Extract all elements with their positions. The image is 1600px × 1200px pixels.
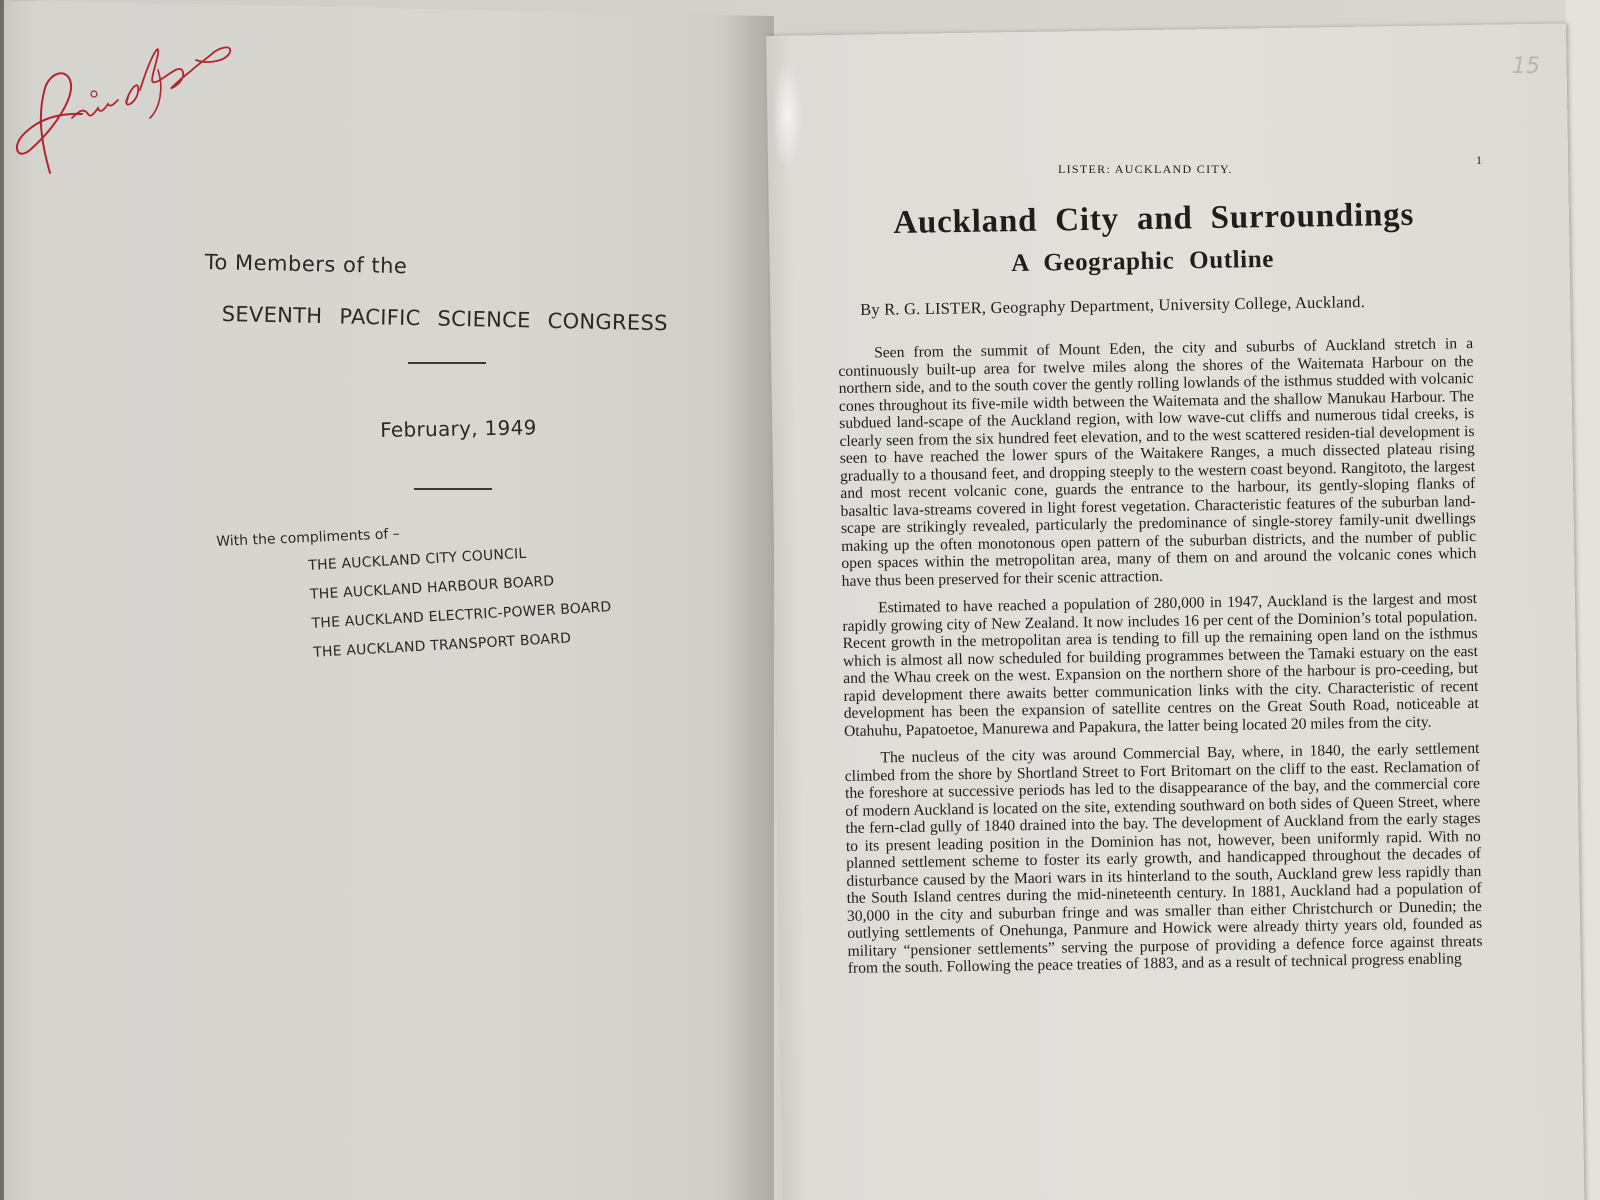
handwritten-signature (10, 18, 240, 178)
sponsor-item: THE AUCKLAND HARBOUR BOARD (309, 573, 555, 603)
divider-rule (408, 362, 486, 364)
page-crease (772, 60, 802, 170)
compliments-line: With the compliments of – (216, 525, 401, 550)
sponsor-item: THE AUCKLAND TRANSPORT BOARD (312, 630, 572, 661)
page-number: 1 (1476, 153, 1482, 167)
article-title: Auckland City and Surroundings (893, 196, 1415, 241)
running-header: LISTER: AUCKLAND CITY. (1058, 162, 1233, 176)
article-subtitle: A Geographic Outline (1011, 245, 1275, 277)
body-paragraph: The nucleus of the city was around Commercial Bay, where, in 1840, the early settlement climbed from the shore by Shortland Street to Fort Britomart on the cliff to the east. Reclamation of the foreshore at successive periods has led to the disappearance of the bay, and the commercial core of modern Auckland is located on the site, extending southward on both sides of Queen Street, where the fern-clad gully of 1840 drained into the bay. The development of Auckland from the early stages to its present leading position in the Dominion has not, however, been uniformly rapid. With no planned settlement scheme to foster its early growth, and handicapped throughout the decades of disturbance caused by the Maori wars in its hinterland to the south, Auckland grew less rapidly than the South Island centres during the mid-nineteenth century. In 1881, Auckland had a population of 30,000 in the city and suburban fringe and was smaller than either Christchurch or Dunedin; the outlying settlements of Onehunga, Panmure and Howick were already thirty years old, founded as military “pensioner settlements” serving the purpose of providing a defence force against threats from the south. Following the peace treaties of 1883, and as a result of technical progress enabling (844, 739, 1483, 977)
author-byline: By R. G. LISTER, Geography Department, University College, Auckland. (860, 292, 1366, 319)
divider-rule (414, 488, 492, 490)
body-paragraph: Estimated to have reached a population of 280,000 in 1947, Auckland is the largest and most rapidly growing city of New Zealand. It now includes 16 per cent of the Dominion’s total population. Recent growth in the metropolitan area is tending to fill up the remaining open land on the isthmus which is almost all now scheduled for building programmes between the Tamaki estuary on the east and the Whau creek on the west. Expansion on the northern shore of the harbour is pro-ceeding, but rapid development there awaits better communication links with the city. Characteristic of recent development has been the expansion of satellite centres on the Great South Road, noticeable at Otahuhu, Papatoetoe, Manurewa and Papakura, the latter being located 20 miles from the city. (842, 589, 1479, 740)
congress-name: SEVENTH PACIFIC SCIENCE CONGRESS (221, 302, 668, 336)
to-members-line: To Members of the (204, 250, 408, 279)
issue-date: February, 1949 (380, 415, 537, 442)
body-paragraph: Seen from the summit of Mount Eden, the city and suburbs of Auckland stretch in a continuously built-up area for twelve miles along the shores of the Waitemata Harbour on the northern side, and to the south cover the gently rolling lowlands of the isthmus studded with volcanic cones throughout its five-mile width between the Waitemata and the shallow Manukau Harbour. The subdued land-scape of the Auckland region, with low wave-cut cliffs and numerous tidal creeks, is clearly seen from the six hundred feet elevation, and to the west scattered residen-tial development is seen to have reached the lower spurs of the Waitakere Ranges, a much dissected plateau rising gradually to a thousand feet, and dropping steeply to the western coast beyond. Rangitoto, the largest and most recent volcanic cone, guards the entrance to the harbour, its gently-sloping flanks of basaltic lava-streams covered in light forest vegetation. Characteristic features of the suburban land-scape are strikingly revealed, particularly the predominance of single-storey family-unit dwellings making up the often monotonous open pattern of the suburban districts, and the number of public open spaces within the metropolitan area, many of them on and around the volcanic cones which have thus been preserved for their scenic attraction. (838, 335, 1477, 590)
pencil-mark: 15 (1512, 54, 1540, 79)
sponsor-list (308, 541, 614, 674)
sponsor-item: THE AUCKLAND ELECTRIC-POWER BOARD (311, 599, 612, 632)
article-body (838, 335, 1483, 977)
sponsor-item: THE AUCKLAND CITY COUNCIL (308, 545, 527, 574)
